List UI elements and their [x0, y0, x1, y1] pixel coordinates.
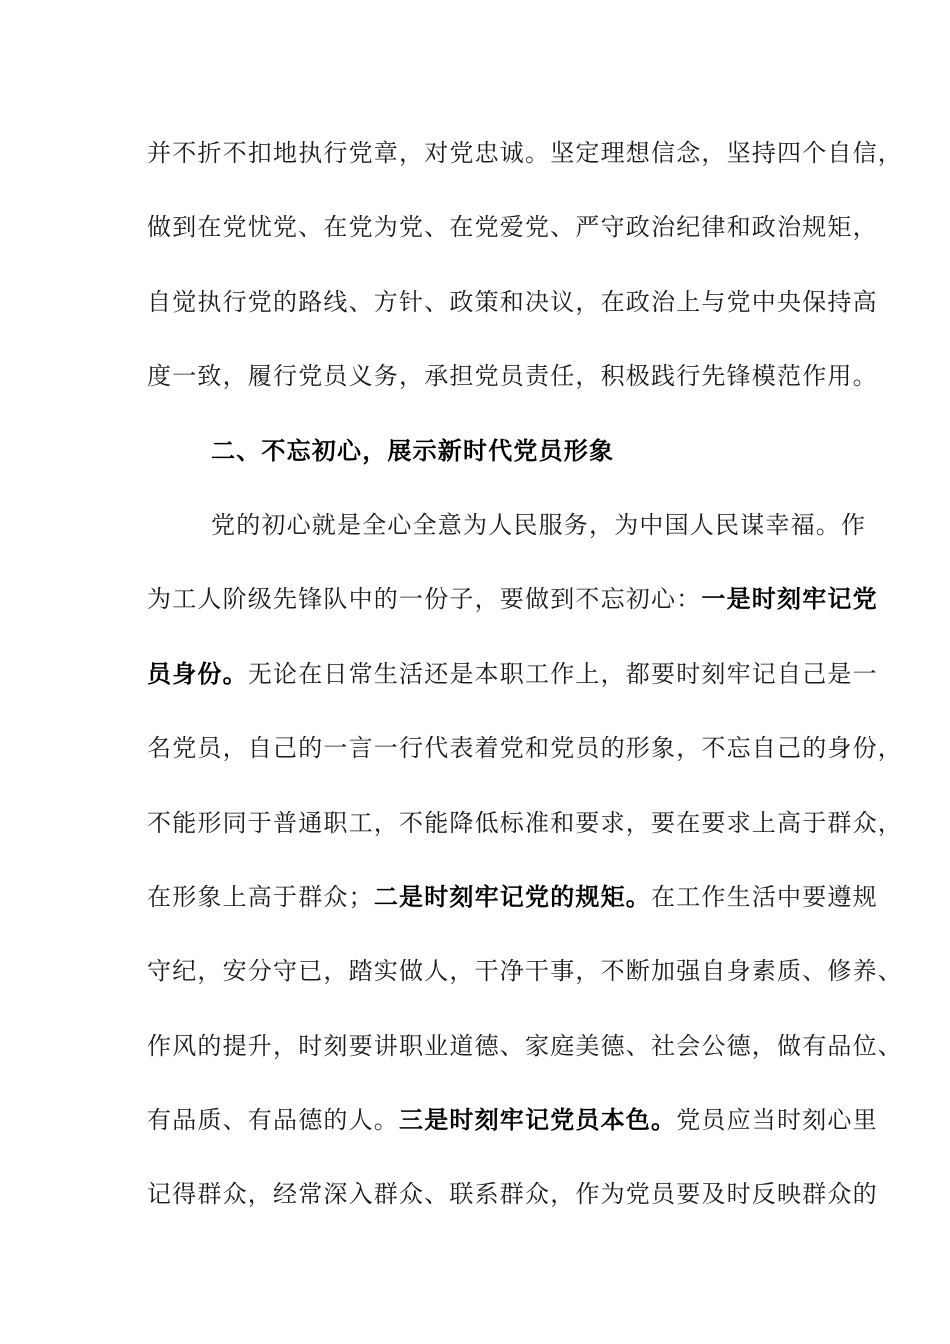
line-text: 名党员，自己的一言一行代表着党和党员的形象，不忘自己的身份，: [147, 734, 903, 763]
emphasis-text: 三是时刻牢记党员本色。: [399, 1105, 677, 1135]
text-line: [147, 573, 878, 647]
text-line: [147, 797, 903, 871]
text-line: [147, 945, 903, 1019]
text-line: [147, 127, 903, 201]
text-line: [147, 722, 903, 796]
line-text: 有品质、有品德的人。: [147, 1106, 399, 1135]
text-line: [147, 1094, 878, 1168]
text-line: [147, 1168, 878, 1242]
emphasis-text: 二是时刻牢记党的规矩。: [373, 881, 652, 911]
line-text: 守纪，安分守已，踏实做人，干净干事，不断加强自身素质、修养、: [147, 957, 903, 986]
text-line: [147, 1020, 903, 1094]
line-text: 做到在党忧党、在党为党、在党爱党、严守政治纪律和政治规矩，: [147, 213, 878, 242]
section-heading-text: 二、不忘初心，展示新时代党员形象: [211, 435, 615, 465]
section-heading: [147, 425, 797, 499]
text-line: [147, 350, 878, 424]
line-text: 在工作生活中要遵规: [651, 882, 878, 911]
body-text: [147, 127, 903, 1243]
line-text: 在形象上高于群众；: [147, 882, 374, 911]
text-line: [147, 499, 867, 573]
line-text: 为工人阶级先锋队中的一份子，要做到不忘初心：: [147, 585, 702, 614]
line-text: 不能形同于普通职工，不能降低标准和要求，要在要求上高于群众，: [147, 808, 903, 837]
text-line: [147, 276, 878, 350]
line-text: 自觉执行党的路线、方针、政策和决议，在政治上与党中央保持高: [147, 287, 878, 316]
line-text: 无论在日常生活还是本职工作上，都要时刻牢记自己是一: [247, 659, 878, 688]
line-text: 党员应当时刻心里: [676, 1106, 878, 1135]
line-text: 度一致，履行党员义务，承担党员责任，积极践行先锋模范作用。: [147, 362, 878, 391]
text-line: [147, 648, 878, 722]
emphasis-text: 员身份。: [147, 658, 248, 688]
line-text: 作风的提升，时刻要讲职业道德、家庭美德、社会公德，做有品位、: [147, 1031, 903, 1060]
line-text: 并不折不扣地执行党章，对党忠诚。坚定理想信念，坚持四个自信，: [147, 139, 903, 167]
line-text: 党的初心就是全心全意为人民服务，为中国人民谋幸福。作: [211, 510, 867, 539]
emphasis-text: 一是时刻牢记党: [701, 584, 878, 614]
line-text: 记得群众，经常深入群众、联系群众，作为党员要及时反映群众的: [147, 1180, 878, 1209]
text-line: [147, 871, 878, 945]
text-line: [147, 201, 878, 275]
